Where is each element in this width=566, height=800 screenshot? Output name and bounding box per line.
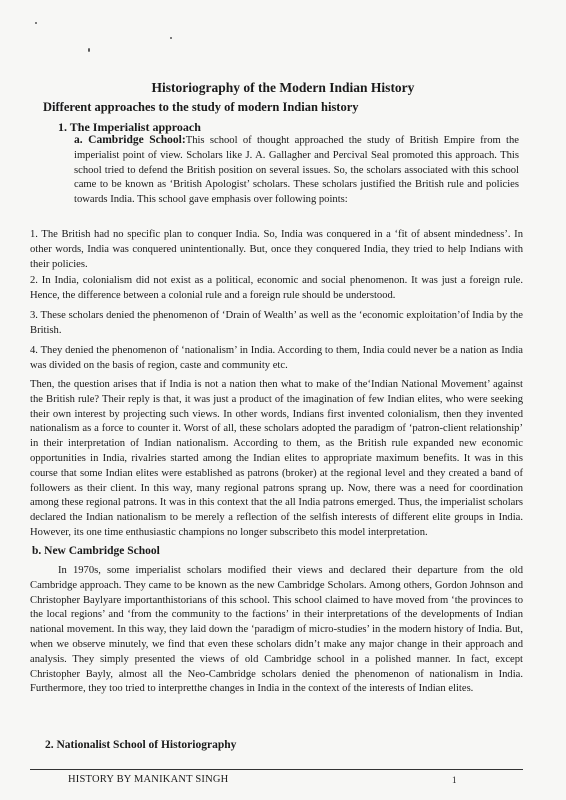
scan-speck (170, 37, 172, 39)
scan-speck (35, 22, 37, 24)
section-heading-nationalist: 2. Nationalist School of Historiography (45, 739, 237, 751)
footer-author: HISTORY BY MANIKANT SINGH (68, 774, 229, 785)
cambridge-school-paragraph (74, 133, 519, 208)
footer-divider (30, 769, 523, 770)
cambridge-school-text: This school of thought approached the study of British Empire from the imperialist point of view. Scholars like J. A. Gallagher and Percival Seal promoted this approach. This school tried to defend the British position on several issues. So, the scholars associated with this school came to be known as ‘British Apologist’ scholars. These scholars justified the British rule and policies towards India. This school gave emphasis over following points: (74, 135, 519, 206)
section-heading-imperialist: 1. The Imperialist approach (58, 120, 201, 134)
point-4: 4. They denied the phenomenon of ‘nationalism’ in India. According to them, India could never be a nation as India was divided on the basis of region, caste and community etc. (30, 345, 523, 371)
page-number: 1 (452, 775, 457, 785)
point-2: 2. In India, colonialism did not exist as a political, economic and social phenomenon. It was just a foreign rule. Hence, the difference between a colonial rule and a foreign rule should be understood. (30, 275, 523, 301)
cambridge-school-label: a. Cambridge School: (74, 134, 186, 146)
scan-speck (88, 48, 90, 52)
point-1: 1. The British had no specific plan to conquer India. So, India was conquered in a ‘fit of absent mindedness’. In other words, India was conquered unintentionally. But, once they conquered India, they tried to help Indians with their policies. (30, 229, 523, 270)
new-cambridge-paragraph: In 1970s, some imperialist scholars modified their views and declared their departure from the old Cambridge approach. They came to be known as the new Cambridge Scholars. Among others, Gordon Johnson and Christopher Baylyare importanthistorians of this school. This school claimed to have moved from ‘the provinces to the local regions’ and ‘from the community to the factions’ in their interpretations of the developments of Indian national movement. In this way, they laid down the ‘paradigm of micro-studies’ in the modern history of India. But, when we observe minutely, we find that even these scholars didn’t make any major change in their approach and analysis. They simply presented the views of old Cambridge school in a polished manner. In fact, except Christopher Bayly, almost all the Neo-Cambridge scholars denied the phenomenon of nationalism in India. Furthermore, they too tried to interpretthe changes in India in the context of the interests of Indian elites. (30, 565, 523, 695)
page-subtitle: Different approaches to the study of modern Indian history (43, 100, 359, 114)
then-paragraph: Then, the question arises that if India is not a nation then what to make of the‘Indian National Movement’ against the British rule? Their reply is that, it was just a product of the imagination of few Indian elites, who were seeking their own interest by projecting such views. In other words, Indians first invented colonialism, then they invented nationalism as a force to counter it. Worst of all, these scholars adopted the paradigm of ‘patron-client relationship’ in their interpretation of Indian nationalism. According to them, as the British rule expanded new economic opportunities in India, rivalries started among the Indian elites to appropriate maximum benefits. It was in this course that some Indian elites were established as patrons (broker) at the regional level and they created a band of followers as their client. In this way, many regional patrons sprang up. Now, there was a need for coordination among these regional patrons. It was in this context that the all India patrons emerged. Thus, the imperialist scholars declared the Indian nationalism to be merely a reflection of the selfish interests of different elite groups in India. However, its one time enthusiastic champions no longer subscribeto this model interpretation. (30, 379, 523, 538)
point-3: 3. These scholars denied the phenomenon of ‘Drain of Wealth’ as well as the ‘economic exploitation’of India by the British. (30, 310, 523, 336)
section-heading-new-cambridge: b. New Cambridge School (32, 545, 160, 557)
page-title: Historiography of the Modern Indian History (151, 80, 415, 95)
